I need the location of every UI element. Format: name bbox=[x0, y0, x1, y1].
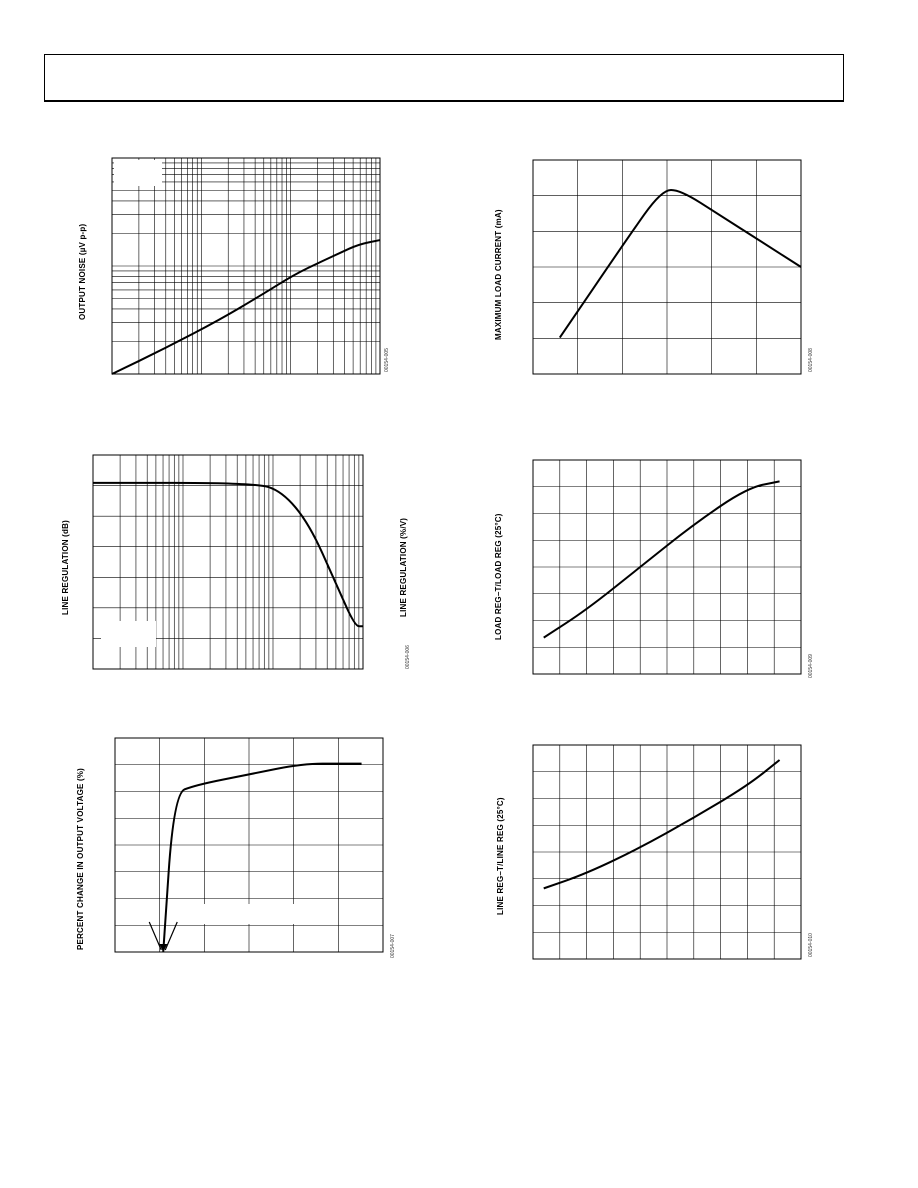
chart-output-noise-code: 00154-005 bbox=[384, 348, 390, 372]
c3-legend-box bbox=[101, 621, 156, 647]
chart-line-reg-ratio bbox=[480, 735, 840, 975]
c1-series-line bbox=[112, 240, 380, 374]
c2-grid bbox=[533, 160, 801, 374]
chart-line-reg-ratio-ylabel: LINE REG–T/LINE REG (25°C) bbox=[496, 797, 505, 915]
chart-output-noise-ylabel: OUTPUT NOISE (µV p-p) bbox=[78, 223, 87, 320]
c6-grid bbox=[533, 745, 801, 959]
chart-max-load-current-code: 00154-008 bbox=[808, 348, 814, 372]
chart-max-load-current-plot bbox=[480, 150, 840, 390]
c4-grid bbox=[533, 460, 801, 674]
chart-line-regulation-code: 00154-006 bbox=[405, 645, 411, 669]
chart-max-load-current-ylabel: MAXIMUM LOAD CURRENT (mA) bbox=[494, 209, 503, 340]
chart-line-regulation-ylabel-right: LINE REGULATION (%/V) bbox=[399, 517, 408, 617]
chart-load-reg-ratio-ylabel: LOAD REG–T/LOAD REG (25°C) bbox=[494, 513, 503, 640]
c2-series-line bbox=[560, 190, 801, 338]
chart-percent-change-output-plot bbox=[60, 728, 400, 968]
chart-line-reg-ratio-plot bbox=[480, 735, 840, 975]
chart-line-regulation-plot bbox=[55, 445, 415, 685]
chart-load-reg-ratio-code: 00154-009 bbox=[808, 654, 814, 678]
chart-percent-change-output-ylabel: PERCENT CHANGE IN OUTPUT VOLTAGE (%) bbox=[76, 767, 85, 950]
chart-load-reg-ratio bbox=[480, 450, 840, 690]
chart-percent-change-output bbox=[60, 728, 400, 968]
chart-line-regulation bbox=[55, 445, 415, 685]
c6-series-line bbox=[544, 760, 780, 888]
c5-legend-box bbox=[175, 904, 295, 924]
chart-line-reg-ratio-code: 00154-010 bbox=[808, 933, 814, 957]
chart-output-noise bbox=[60, 150, 400, 390]
c3-series-line bbox=[93, 483, 363, 626]
page-header-box bbox=[44, 54, 844, 102]
c1-legend-box bbox=[114, 160, 162, 186]
chart-load-reg-ratio-plot bbox=[480, 450, 840, 690]
chart-line-regulation-ylabel: LINE REGULATION (dB) bbox=[61, 520, 70, 615]
chart-max-load-current bbox=[480, 150, 840, 390]
arrow-right bbox=[165, 922, 177, 950]
chart-output-noise-plot bbox=[60, 150, 400, 390]
c4-series-line bbox=[544, 481, 780, 637]
chart-percent-change-output-code: 00154-007 bbox=[390, 934, 396, 958]
c1-grid bbox=[112, 158, 380, 374]
